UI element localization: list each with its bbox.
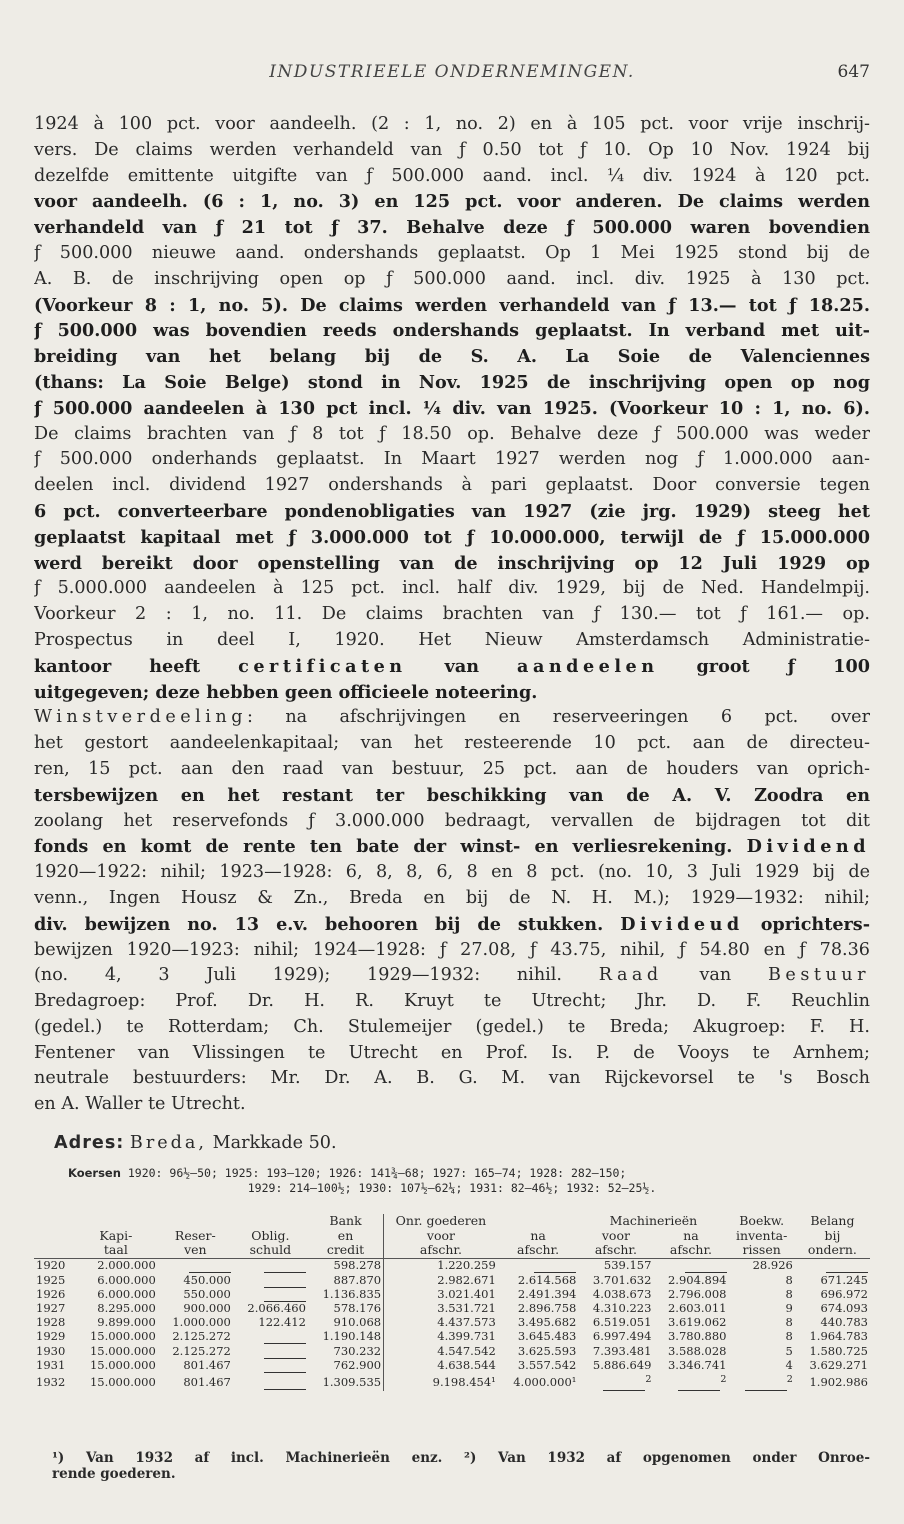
column-header: afschr. bbox=[384, 1243, 498, 1258]
table-cell: 450.000 bbox=[183, 1272, 231, 1287]
table-cell: 2.066.460 bbox=[247, 1301, 306, 1316]
table-cell: 2.125.272 bbox=[172, 1328, 231, 1343]
table-cell: 8 bbox=[785, 1272, 793, 1287]
table-cell: 2.904.894 bbox=[667, 1272, 727, 1287]
text-line: (gedel.) te Rotterdam; Ch. Stulemeijer (gedel.) te Breda; Akugroep: F. H. bbox=[34, 1016, 870, 1037]
row-year: 1930 bbox=[36, 1343, 66, 1358]
table-cell: 2.796.008 bbox=[667, 1287, 727, 1302]
text-line: en A. Waller te Utrecht. bbox=[34, 1094, 246, 1115]
row-year: 1920 bbox=[36, 1258, 66, 1272]
column-header: afschr. bbox=[653, 1243, 728, 1258]
text-line: De claims brachten van ƒ 8 tot ƒ 18.50 op. Behalve deze ƒ 500.000 was weder bbox=[34, 423, 870, 444]
dash-mark bbox=[534, 1259, 576, 1274]
table-cell: 3.701.632 bbox=[592, 1272, 652, 1287]
text-line: ƒ 500.000 aandeelen à 130 pct incl. ¼ div. van 1925. (Voorkeur 10 : 1, no. 6). bbox=[34, 397, 870, 419]
table-cell: 122.412 bbox=[258, 1314, 306, 1329]
table-cell: 1.190.148 bbox=[322, 1328, 382, 1343]
dash-mark bbox=[264, 1359, 306, 1374]
row-year: 1927 bbox=[36, 1301, 66, 1316]
table-cell bbox=[578, 1373, 653, 1391]
row-year: 1931 bbox=[36, 1358, 66, 1373]
table-cell: 3.588.028 bbox=[667, 1343, 727, 1358]
column-header: schuld bbox=[233, 1243, 308, 1258]
table-cell: 3.629.271 bbox=[809, 1358, 868, 1373]
text-line: kantoor heeft certificaten van aandeelen groot ƒ 100 bbox=[34, 655, 870, 677]
table-cell: 671.245 bbox=[820, 1272, 868, 1287]
table-cell: 8 bbox=[785, 1314, 793, 1329]
table-cell bbox=[729, 1373, 795, 1391]
table-cell bbox=[795, 1258, 870, 1273]
column-header: na bbox=[530, 1227, 546, 1243]
table-cell: 3.557.542 bbox=[517, 1358, 577, 1373]
text-line: A. B. de inschrijving open op ƒ 500.000 aand. incl. div. 1925 à 130 pct. bbox=[34, 268, 870, 289]
column-header: rissen bbox=[729, 1243, 795, 1258]
table-cell: 2.614.568 bbox=[517, 1272, 577, 1287]
column-header: Kapi- bbox=[99, 1227, 133, 1243]
column-header: afschr. bbox=[498, 1243, 579, 1258]
text-line: Winstverdeeling: na afschrijvingen en reserveeringen 6 pct. over bbox=[34, 707, 870, 728]
address-line bbox=[34, 1130, 870, 1156]
column-header: Oblig. bbox=[251, 1227, 290, 1243]
table-cell bbox=[233, 1344, 308, 1359]
table-cell: 3.645.483 bbox=[517, 1328, 577, 1343]
text-line: voor aandeelh. (6 : 1, no. 3) en 125 pct. voor anderen. De claims werden bbox=[34, 191, 870, 213]
dash-mark bbox=[264, 1288, 306, 1303]
table-cell: 578.176 bbox=[333, 1301, 382, 1316]
table-cell: 5 bbox=[785, 1343, 793, 1358]
table-cell: 6.997.494 bbox=[592, 1328, 652, 1343]
text-line: zoolang het reservefonds ƒ 3.000.000 bedraagt, vervallen de bijdragen tot dit bbox=[34, 810, 870, 831]
text-line: ƒ 500.000 was bovendien reeds ondershands geplaatst. In verband met uit- bbox=[34, 320, 870, 342]
text-line: ƒ 5.000.000 aandeelen à 125 pct. incl. half div. 1929, bij de Ned. Handelmpij. bbox=[34, 578, 870, 599]
text-line: het gestort aandeelenkapitaal; van het resteerende 10 pct. aan de directeu- bbox=[34, 733, 870, 754]
text-line: (no. 4, 3 Juli 1929); 1929—1932: nihil. Raad van Bestuur bbox=[34, 965, 870, 986]
address-label: Adres: bbox=[54, 1133, 125, 1153]
address-street: Markkade 50. bbox=[212, 1133, 337, 1153]
table-cell: 3.531.721 bbox=[384, 1302, 498, 1316]
footnote-ref: 2 bbox=[720, 1374, 727, 1386]
table-body bbox=[34, 1258, 870, 1391]
table-cell: 6.519.051 bbox=[592, 1314, 652, 1329]
table-cell bbox=[233, 1258, 308, 1273]
table-row bbox=[34, 1302, 870, 1316]
dash-mark bbox=[685, 1259, 727, 1274]
table-row bbox=[34, 1316, 870, 1330]
text-line: 1924 à 100 pct. voor aandeelh. (2 : 1, no. 2) en à 105 pct. voor vrije inschrij- bbox=[34, 114, 870, 134]
table-row bbox=[34, 1344, 870, 1359]
column-header: Onr. goederen bbox=[384, 1214, 498, 1229]
dash-mark bbox=[264, 1344, 306, 1359]
table-cell: 4.547.542 bbox=[384, 1344, 498, 1359]
table-cell: 801.467 bbox=[183, 1358, 231, 1373]
text-line: ƒ 500.000 onderhands geplaatst. In Maart 1927 werden nog ƒ 1.000.000 aan- bbox=[34, 449, 870, 470]
table-row bbox=[34, 1273, 870, 1288]
address-city: Breda, bbox=[129, 1133, 208, 1153]
table-cell: 2.603.011 bbox=[667, 1301, 727, 1316]
table-cell: 910.068 bbox=[333, 1314, 382, 1329]
text-line: fonds en komt de rente ten bate der winst- en verliesrekening. Dividend bbox=[34, 836, 870, 858]
column-header: en bbox=[337, 1227, 354, 1243]
table-cell: 4.437.573 bbox=[384, 1316, 498, 1330]
text-line: Voorkeur 2 : 1, no. 11. De claims brachten van ƒ 130.— tot ƒ 161.— op. bbox=[34, 604, 870, 625]
table-cell bbox=[653, 1373, 728, 1391]
text-line: vers. De claims werden verhandeld van ƒ 0.50 tot ƒ 10. Op 10 Nov. 1924 bij bbox=[34, 139, 870, 160]
dash-mark bbox=[745, 1377, 787, 1392]
dash-mark bbox=[603, 1377, 645, 1392]
text-line: (Voorkeur 8 : 1, no. 5). De claims werden verhandeld van ƒ 13.— tot ƒ 18.25. bbox=[34, 294, 870, 316]
table-cell: 28.926 bbox=[752, 1258, 793, 1272]
table-cell: 4.638.544 bbox=[384, 1359, 498, 1374]
table-cell bbox=[233, 1359, 308, 1374]
column-header: bij bbox=[824, 1227, 841, 1243]
table-cell bbox=[233, 1329, 308, 1344]
text-line: deelen incl. dividend 1927 ondershands à pari geplaatst. Door conversie tegen bbox=[34, 475, 870, 496]
koersen-line-2: 1929: 214—100½; 1930: 107½—62¼; 1931: 82—46½; 1932: 52—25½. bbox=[247, 1181, 657, 1195]
footnote-line-1: ¹) Van 1932 af incl. Machinerieën enz. ²) Van 1932 af opgenomen onder Onroe- bbox=[52, 1450, 870, 1466]
table-cell: 4 bbox=[785, 1358, 793, 1373]
table-row bbox=[34, 1329, 870, 1344]
text-line: werd bereikt door openstelling van de inschrijving op 12 Juli 1929 op bbox=[34, 552, 870, 574]
table-cell: 674.093 bbox=[820, 1301, 868, 1316]
table-cell: 8 bbox=[785, 1287, 793, 1302]
column-header: credit bbox=[308, 1243, 384, 1258]
table-cell: 15.000.000 bbox=[89, 1358, 156, 1373]
table-cell: 15.000.000 bbox=[89, 1374, 156, 1389]
koersen-label: Koersen bbox=[68, 1166, 121, 1180]
table-cell bbox=[233, 1288, 308, 1303]
financial-table bbox=[34, 1214, 870, 1391]
column-header: ven bbox=[158, 1243, 233, 1258]
table-cell: 730.232 bbox=[333, 1343, 382, 1358]
text-line: verhandeld van ƒ 21 tot ƒ 37. Behalve deze ƒ 500.000 waren bovendien bbox=[34, 217, 870, 239]
column-header: afschr. bbox=[578, 1243, 653, 1258]
text-line: ren, 15 pct. aan den raad van bestuur, 25 pct. aan de houders van oprich- bbox=[34, 758, 870, 779]
table-cell: 5.886.649 bbox=[592, 1358, 652, 1373]
table-cell: 1.000.000 bbox=[172, 1314, 231, 1329]
table-cell: 4.399.731 bbox=[384, 1329, 498, 1344]
column-header: ondern. bbox=[795, 1243, 870, 1258]
table-cell: 6.000.000 bbox=[97, 1272, 156, 1287]
table-cell: 801.467 bbox=[183, 1374, 231, 1389]
dash-mark bbox=[678, 1377, 720, 1392]
table-cell: 3.021.401 bbox=[384, 1288, 498, 1303]
table-cell bbox=[498, 1258, 579, 1273]
row-year: 1929 bbox=[36, 1328, 66, 1343]
text-line: Bredagroep: Prof. Dr. H. R. Kruyt te Utrecht; Jhr. D. F. Reuchlin bbox=[34, 991, 870, 1012]
text-line: Fentener van Vlissingen te Utrecht en Prof. Is. P. de Vooys te Arnhem; bbox=[34, 1042, 870, 1063]
table-cell: 550.000 bbox=[183, 1287, 231, 1302]
dash-mark bbox=[264, 1329, 306, 1344]
table-cell: 15.000.000 bbox=[89, 1328, 156, 1343]
table-cell: 900.000 bbox=[183, 1301, 231, 1316]
table-cell: 15.000.000 bbox=[89, 1343, 156, 1358]
table-cell: 8.295.000 bbox=[97, 1301, 156, 1316]
table-row bbox=[34, 1373, 870, 1391]
table-cell: 2.982.671 bbox=[384, 1273, 498, 1288]
table-cell: 2.491.394 bbox=[517, 1287, 577, 1302]
text-line: uitgegeven; deze hebben geen officieele noteering. bbox=[34, 681, 538, 703]
column-header: taal bbox=[74, 1243, 158, 1258]
table-cell: 3.619.062 bbox=[667, 1314, 727, 1329]
row-year: 1925 bbox=[36, 1272, 66, 1287]
column-header: inventa- bbox=[736, 1227, 788, 1243]
table-cell: 3.625.593 bbox=[517, 1343, 577, 1358]
table-cell bbox=[233, 1273, 308, 1288]
footnote-ref: 2 bbox=[786, 1374, 793, 1386]
table-cell: 1.902.986 bbox=[809, 1374, 868, 1389]
footnote-ref: 2 bbox=[645, 1374, 652, 1386]
table-cell bbox=[233, 1373, 308, 1391]
text-line: breiding van het belang bij de S. A. La Soie de Valenciennes bbox=[34, 346, 870, 368]
table-cell: 7.393.481 bbox=[592, 1343, 652, 1358]
text-line: (thans: La Soie Belge) stond in Nov. 1925 de inschrijving open op nog bbox=[34, 371, 870, 393]
column-header: Bank bbox=[329, 1213, 362, 1228]
table-cell: 3.346.741 bbox=[667, 1358, 727, 1373]
text-line: Prospectus in deel I, 1920. Het Nieuw Amsterdamsch Administratie- bbox=[34, 629, 870, 650]
text-line: bewijzen 1920—1923: nihil; 1924—1928: ƒ 27.08, ƒ 43.75, nihil, ƒ 54.80 en ƒ 78.36 bbox=[34, 939, 870, 960]
row-year: 1932 bbox=[36, 1374, 66, 1389]
text-line: div. bewijzen no. 13 e.v. behooren bij de stukken. Divideud oprichters- bbox=[34, 913, 870, 935]
table-cell: 8 bbox=[785, 1328, 793, 1343]
body-text bbox=[34, 112, 870, 1118]
dash-mark bbox=[264, 1273, 306, 1288]
text-line: geplaatst kapitaal met ƒ 3.000.000 tot ƒ 10.000.000, terwijl de ƒ 15.000.000 bbox=[34, 526, 870, 548]
table-cell bbox=[158, 1258, 233, 1273]
text-line: venn., Ingen Housz & Zn., Breda en bij de N. H. M.); 1929—1932: nihil; bbox=[34, 887, 870, 908]
column-header: Belang bbox=[810, 1213, 855, 1228]
column-header: na bbox=[683, 1227, 699, 1243]
table-cell: 598.278 bbox=[333, 1258, 382, 1272]
column-header: Machinerieën bbox=[609, 1213, 698, 1228]
koersen-block bbox=[34, 1166, 870, 1196]
table-cell: 4.038.673 bbox=[592, 1287, 652, 1302]
text-line: dezelfde emittente uitgifte van ƒ 500.000 aand. incl. ¼ div. 1924 à 120 pct. bbox=[34, 165, 870, 186]
table-cell: 539.157 bbox=[603, 1258, 652, 1272]
table-cell bbox=[653, 1258, 728, 1273]
table-cell: 1.136.835 bbox=[322, 1287, 382, 1302]
dash-mark bbox=[826, 1259, 868, 1274]
table-row bbox=[34, 1288, 870, 1303]
table-cell: 4.310.223 bbox=[592, 1301, 652, 1316]
text-line: 6 pct. converteerbare pondenobligaties van 1927 (zie jrg. 1929) steeg het bbox=[34, 500, 870, 522]
dash-mark bbox=[264, 1375, 306, 1390]
table-cell: 4.000.000¹ bbox=[513, 1374, 577, 1389]
page-number: 647 bbox=[837, 62, 870, 82]
column-header: voor bbox=[384, 1229, 498, 1244]
table-cell: 1.580.725 bbox=[809, 1343, 868, 1358]
column-header: Boekw. bbox=[739, 1213, 785, 1228]
table-cell: 3.780.880 bbox=[667, 1328, 727, 1343]
table-cell: 9 bbox=[785, 1301, 793, 1316]
table-cell: 2.896.758 bbox=[517, 1301, 577, 1316]
table-cell: 2.000.000 bbox=[97, 1258, 156, 1272]
table-cell: 1.964.783 bbox=[809, 1328, 868, 1343]
table-row bbox=[34, 1359, 870, 1374]
table-cell: 440.783 bbox=[820, 1314, 868, 1329]
dash-mark bbox=[189, 1259, 231, 1274]
table-cell: 6.000.000 bbox=[97, 1287, 156, 1302]
table-cell: 9.198.454¹ bbox=[384, 1373, 498, 1391]
table-cell: 887.870 bbox=[333, 1272, 382, 1287]
table-row bbox=[34, 1258, 870, 1273]
table-cell: 762.900 bbox=[333, 1358, 382, 1373]
koersen-line-1: 1920: 96½—50; 1925: 193—120; 1926: 141¾—68; 1927: 165—74; 1928: 282—150; bbox=[127, 1166, 627, 1180]
footnote-line-2: rende goederen. bbox=[52, 1466, 176, 1482]
column-header: Reser- bbox=[174, 1227, 216, 1243]
table-cell: 3.495.682 bbox=[517, 1314, 577, 1329]
footnote bbox=[52, 1450, 870, 1482]
table-cell: 9.899.000 bbox=[97, 1314, 156, 1329]
row-year: 1926 bbox=[36, 1287, 66, 1302]
text-line: tersbewijzen en het restant ter beschikking van de A. V. Zoodra en bbox=[34, 784, 870, 806]
table-cell: 1.309.535 bbox=[322, 1374, 382, 1389]
page-header bbox=[34, 62, 870, 86]
row-year: 1928 bbox=[36, 1314, 66, 1329]
table-cell: 696.972 bbox=[820, 1287, 868, 1302]
table-cell: 2.125.272 bbox=[172, 1343, 231, 1358]
text-line: neutrale bestuurders: Mr. Dr. A. B. G. M. van Rijckevorsel te 's Bosch bbox=[34, 1068, 870, 1089]
dash-mark bbox=[264, 1259, 306, 1274]
table-cell: 1.220.259 bbox=[384, 1258, 498, 1273]
running-title: INDUSTRIEELE ONDERNEMINGEN. bbox=[269, 62, 635, 82]
text-line: 1920—1922: nihil; 1923—1928: 6, 8, 8, 6, 8 en 8 pct. (no. 10, 3 Juli 1929 bij de bbox=[34, 862, 870, 883]
text-line: ƒ 500.000 nieuwe aand. ondershands geplaatst. Op 1 Mei 1925 stond bij de bbox=[34, 242, 870, 263]
column-header: voor bbox=[601, 1227, 630, 1243]
